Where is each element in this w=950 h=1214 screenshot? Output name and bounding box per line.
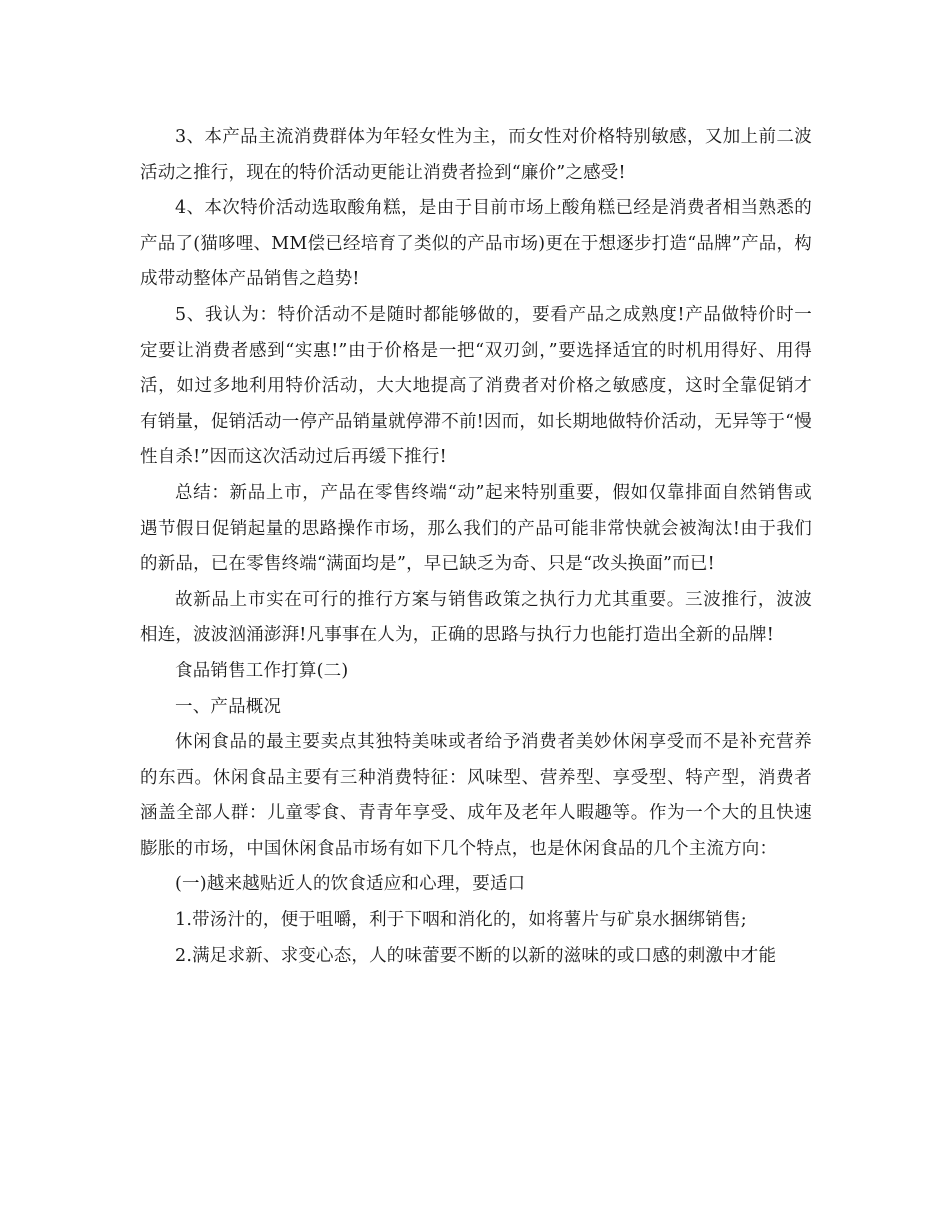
paragraph-point-3: 3、本产品主流消费群体为年轻女性为主，而女性对价格特别敏感，又加上前二波活动之推行，现在的特价活动更能让消费者捡到“廉价”之感受! [140,127,812,183]
paragraph-point-5: 5、我认为：特价活动不是随时都能够做的，要看产品之成熟度!产品做特价时一定要让消费者感到“实惠!”由于价格是一把“双刃剑，”要选择适宜的时机用得好、用得活，如过多地利用特价活动，大大地提高了消费者对价格之敏感度，这时全靠促销才有销量，促销活动一停产品销量就停滞不前!因而，如长期地做特价活动，无异等于“慢性自杀!”因而这次活动过后再缓下推行! [140,304,812,468]
list-item-1: 1.带汤汁的，便于咀嚼，利于下咽和消化的，如将薯片与矿泉水捆绑销售; [175,910,747,931]
document-body [140,120,812,974]
paragraph-summary: 总结：新品上市，产品在零售终端“动”起来特别重要，假如仅靠排面自然销售或遇节假日促销起量的思路操作市场，那么我们的产品可能非常快就会被淘汰!由于我们的新品，已在零售终端“满面均是”，早已缺乏为奇、只是“改头换面”而已! [140,482,812,575]
list-item-2: 2.满足求新、求变心态，人的味蕾要不断的以新的滋味的或口感的刺激中才能 [175,945,777,966]
paragraph-conclusion: 故新品上市实在可行的推行方案与销售政策之执行力尤其重要。三波推行，波波相连，波波汹涌澎湃!凡事事在人为，正确的思路与执行力也能打造出全新的品牌! [140,589,812,646]
paragraph-product-overview: 休闲食品的最主要卖点其独特美味或者给予消费者美妙休闲享受而不是补充营养的东西。休闲食品主要有三种消费特征：风味型、营养型、享受型、特产型，消费者涵盖全部人群：儿童零食、青青年享受、成年及老年人暇趣等。作为一个大的且快速膨胀的市场，中国休闲食品市场有如下几个特点，也是休闲食品的几个主流方向： [140,732,812,859]
section-heading-product-overview: 一、产品概况 [175,696,282,717]
paragraph-point-4: 4、本次特价活动选取酸角糕，是由于目前市场上酸角糕已经是消费者相当熟悉的产品了(猫哆哩、MM偿已经培育了类似的产品市场)更在于想逐步打造“品牌”产品，构成带动整体产品销售之趋势! [140,198,812,290]
section-title: 食品销售工作打算(二) [175,660,349,681]
subheading-1: (一)越来越贴近人的饮食适应和心理，要适口 [175,874,526,895]
